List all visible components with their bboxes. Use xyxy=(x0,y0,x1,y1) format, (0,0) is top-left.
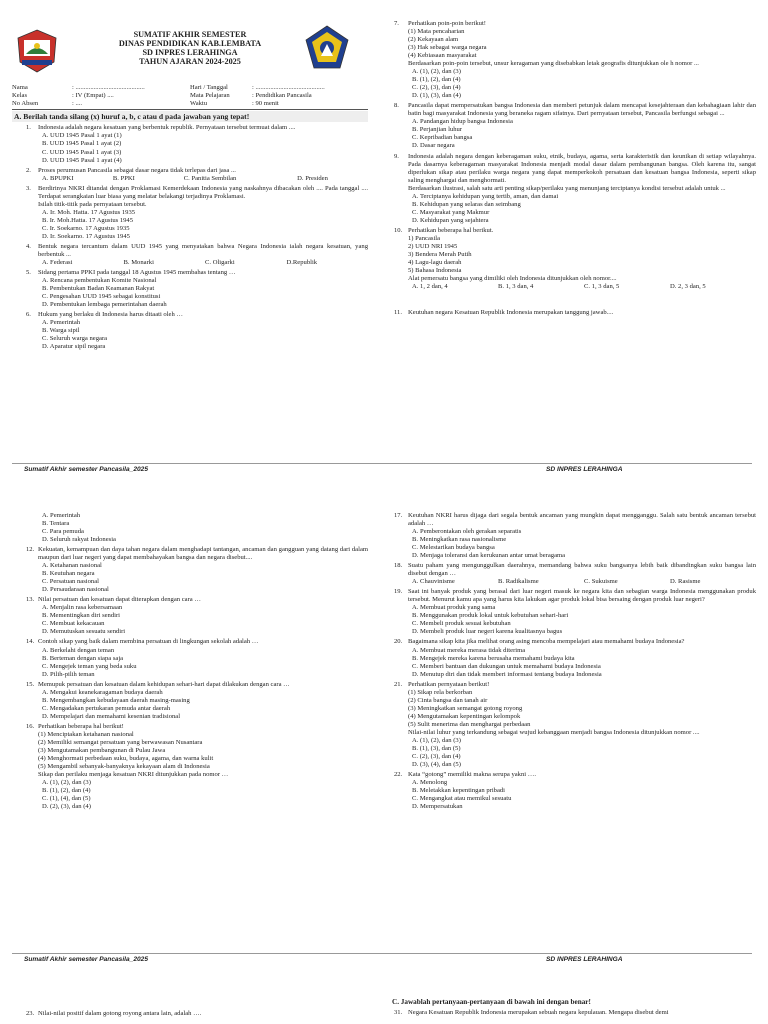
list-item: 2) UUD NRI 1945 xyxy=(408,242,458,250)
option-d[interactable]: D. Persaudaraan nasional xyxy=(42,586,109,594)
question-3 xyxy=(12,185,368,201)
divider xyxy=(12,109,368,110)
q-instruction: Sikap dan perilaku menjaga kesatuan NKRI ditunjukkan pada nomor … xyxy=(38,770,229,778)
option-b[interactable]: B. (1), (3), dan (5) xyxy=(412,744,461,752)
question-5 xyxy=(12,269,368,277)
question-20 xyxy=(392,638,756,646)
q-number: 22. xyxy=(394,770,403,778)
left-column-page3 xyxy=(12,1010,368,1018)
option-d[interactable]: D. Menjaga toleransi dan kerukunan antar umat beragama xyxy=(412,552,566,560)
q-number: 5. xyxy=(26,268,31,276)
right-column-page2 xyxy=(392,512,756,811)
subject-value: : Pendidikan Pancasila xyxy=(252,92,312,100)
option-d[interactable]: D. (1), (3), dan (4) xyxy=(412,92,461,100)
option-c[interactable]: C. (2), (3), dan (4) xyxy=(412,84,461,92)
q-text: Sidang pertama PPKI pada tanggal 18 Agustus 1945 membahas tentang … xyxy=(38,268,236,276)
q-text: Saat ini banyak produk yang berasal dari luar negeri masuk ke negara kita dan sebagian warga Indonesia menggunakan produk tersebut. Menurut kamu apa yang harus kita lakukan agar produk lokal bisa bersaing dengan produk luar negeri? xyxy=(408,588,756,604)
options-row xyxy=(392,578,756,586)
q-number: 14. xyxy=(26,638,35,646)
footer-left: Sumatif Akhir semester Pancasila_2025 xyxy=(24,466,149,473)
question-12 xyxy=(12,546,368,562)
list-item: 3) Bendera Merah Putih xyxy=(408,250,472,258)
q-number: 17. xyxy=(394,512,403,519)
option-d[interactable]: D. Aparatur sipil negara xyxy=(42,343,106,351)
option-a[interactable]: A. Federasi xyxy=(42,258,73,266)
q-text: Indonesia adalah negara kesatuan yang berbentuk republik. Pernyataan tersebut termuat dalam .... xyxy=(38,124,296,132)
q-instruction: Isilah titik-titik pada pernyataan tersebut. xyxy=(38,200,147,208)
q-text: Hukum yang berlaku di Indonesia harus ditaati oleh … xyxy=(38,311,184,319)
option-d[interactable]: D. Pembentukan lembaga pemerintahan daerah xyxy=(42,301,167,309)
q-text: Perhatikan beberapa hal berikut! xyxy=(38,722,124,730)
q-number: 7. xyxy=(394,20,399,27)
option-c[interactable]: C. UUD 1945 Pasal 1 ayat (3) xyxy=(42,148,122,156)
question-21 xyxy=(392,681,756,689)
q-instruction: Nilai-nilai luhur yang terkandung sebagai wujud kebanggaan menjadi bangsa Indonesia ditunjukkan nomor .... xyxy=(408,728,700,736)
question-18 xyxy=(392,562,756,578)
option-c[interactable]: C. Melestarikan budaya bangsa xyxy=(412,544,495,552)
option-a[interactable]: A. Pemerintah xyxy=(42,319,81,327)
date-label: Hari / Tanggal xyxy=(190,84,228,92)
q-text: Contoh sikap yang baik dalam membina persatuan di lingkungan sekolah adalah … xyxy=(38,638,259,646)
option-c[interactable]: C. Masyarakat yang Makmur xyxy=(412,208,490,216)
option-d[interactable]: D. Mempersatukan xyxy=(412,803,463,811)
q-number: 19. xyxy=(394,588,403,596)
option-b[interactable]: B. PPKI xyxy=(112,174,135,182)
section-c-title: C. Jawablah pertanyaan-pertanyaan di bawah ini dengan benar! xyxy=(392,998,591,1006)
option-c[interactable]: C. 1, 3 dan, 5 xyxy=(584,283,620,290)
option-b[interactable]: B. Meletakkan kepentingan pribadi xyxy=(412,787,506,795)
left-column-page1 xyxy=(12,20,368,351)
question-10 xyxy=(392,227,756,235)
list-item: (2) Memiliki semangat persatuan yang berwawasan Nusantara xyxy=(38,738,203,746)
question-11 xyxy=(392,309,756,317)
option-b[interactable]: B. Tentara xyxy=(42,520,70,528)
absent-no-label: No Absen xyxy=(12,100,39,108)
question-6 xyxy=(12,311,368,319)
date-field[interactable]: : .......................................... xyxy=(252,84,325,92)
option-b[interactable]: B. Monarki xyxy=(123,258,154,266)
question-22 xyxy=(392,771,756,779)
option-b[interactable]: B. Menggunakan produk lokal untuk kebutuhan sehari-hari xyxy=(412,612,569,620)
question-23 xyxy=(12,1010,368,1018)
q-text: Perhatikan poin-poin berikut! xyxy=(408,20,487,27)
q-text: Keutuhan negara Kesatuan Republik Indonesia merupakan tanggung jawab.... xyxy=(408,309,614,317)
q-text: Negara Kesatuan Republik Indonesia merupakan sebuah negara kepulauan. Mengapa disebut demi xyxy=(408,1008,669,1016)
option-c[interactable]: C. Kepribadian bangsa xyxy=(412,134,473,142)
option-a[interactable]: A. (1), (2), dan (3) xyxy=(412,736,461,744)
option-a[interactable]: A. Pandangan hidup bangsa Indonesia xyxy=(412,118,513,126)
option-a[interactable]: A. Chauvinisme xyxy=(412,578,455,586)
q-number: 4. xyxy=(26,242,31,250)
option-a[interactable]: A. Menolong xyxy=(412,779,448,786)
list-item: (2) Kekayaan alam xyxy=(408,36,459,44)
option-a[interactable]: A. Ir. Moh. Hatta. 17 Agustus 1935 xyxy=(42,208,136,216)
q-number: 13. xyxy=(26,596,35,604)
left-column-page2 xyxy=(12,512,368,811)
question-16 xyxy=(12,723,368,731)
list-item: (4) Menghormati perbedaan suku, budaya, agama, dan warna kulit xyxy=(38,754,214,762)
option-c[interactable]: C. Pengesahan UUD 1945 sebagai konstitusi xyxy=(42,293,161,301)
q-text: Nilai persatuan dan kesatuan dapat diterapkan dengan cara … xyxy=(38,596,201,604)
option-b[interactable]: B. Kehidupan yang selaras dan seimbang xyxy=(412,200,521,208)
option-d[interactable]: D. Rasisme xyxy=(670,578,701,586)
option-d[interactable]: D. 2, 3 dan, 5 xyxy=(670,283,706,290)
option-b[interactable]: B. Mengejek mereka karena berusaha memahami budaya kita xyxy=(412,654,575,662)
option-d[interactable]: D. Menutup diri dan tidak memberi informasi tentang budaya Indonesia xyxy=(412,670,602,678)
list-item: (3) Hak sebagai warga negara xyxy=(408,44,487,52)
option-b[interactable]: B. Meningkatkan rasa nasionalisme xyxy=(412,536,507,544)
q-instruction: Berdasarkan ilustrasi, salah satu arti penting sikap/perilaku yang menunjang terciptanya kondisi tersebut adalah untuk ... xyxy=(408,184,726,192)
option-a[interactable]: A. Menjalin rasa kebersamaan xyxy=(42,604,123,612)
option-b[interactable]: B. Radikalisme xyxy=(498,578,539,586)
q-number: 3. xyxy=(26,184,31,192)
q-number: 10. xyxy=(394,226,403,234)
option-d[interactable]: D.Republik xyxy=(286,258,318,266)
subject-label: Mata Pelajaran xyxy=(190,92,230,100)
options-row xyxy=(12,259,368,267)
question-31 xyxy=(392,1009,756,1017)
q-number: 20. xyxy=(394,638,403,646)
q-number: 2. xyxy=(26,166,31,174)
option-d[interactable]: D. Seluruh rakyat Indonesia xyxy=(42,536,116,544)
q-text: Suatu paham yang mengunggulkan daerahnya, memandang bahwa suku bangsanya lebih baik dibandingkan suku bangsa lain disebut dengan … xyxy=(408,562,756,578)
option-d[interactable]: D. (3), (4), dan (5) xyxy=(412,760,461,768)
list-item: (4) Mengutamakan kepentingan kelompok xyxy=(408,712,521,720)
q-text: Indonesia adalah negara dengan keberagaman suku, etnik, budaya, agama, serta karakteristik dan keunikan di setiap wilayahnya. Pada dasarnya keberagaman masyarakat Indonesia menjadi modal dasar dalam pembangunan bangsa. Oleh karena itu, sangat diperlukan sikap atau perilaku warga negara yang dapat memperkokoh persatuan dan kesatuan bangsa Indonesia, seperti sikap saling menghargai dan menghormati. xyxy=(408,152,756,184)
q-text: Berdirinya NKRI ditandai dengan Proklamasi Kemerdekaan Indonesia yang naskahnya dibacakan oleh .... Pada tanggal .... Terdapat serangkaian luar biasa yang melatar belakangi terjadinya Proklamasi. xyxy=(38,184,368,200)
option-a[interactable]: A. (1), (2), dan (3) xyxy=(42,779,91,786)
footer-right: SD INPRES LERAHINGA xyxy=(546,956,623,963)
question-17 xyxy=(392,512,756,528)
option-b[interactable]: B. Keutuhan negara xyxy=(42,570,95,578)
option-c[interactable]: C. Memberi bantuan dan dukungan untuk memahami budaya Indonesia xyxy=(412,662,601,670)
q-number: 15. xyxy=(26,680,35,688)
q-text: Kata “gotong” memiliki makna serupa yakni …. xyxy=(408,770,536,778)
list-item: (5) Sulit menerima dan menghargai perbedaan xyxy=(408,720,531,728)
option-c[interactable]: C. Ir. Soekarno. 17 Agustus 1935 xyxy=(42,224,130,232)
option-a[interactable]: A. Mengakui keanekaragaman budaya daerah xyxy=(42,688,163,696)
q-instruction: Alat pemersatu bangsa yang dimiliki oleh Indonesia ditunjukkan oleh nomor.... xyxy=(408,274,617,282)
list-item: (4) Kebiasaan masyarakat xyxy=(408,52,477,60)
option-d[interactable]: D. Kehidupan yang sejahtera xyxy=(412,216,489,224)
name-label: Nama xyxy=(12,84,28,92)
q-number: 8. xyxy=(394,102,399,110)
footer-left: Sumatif Akhir semester Pancasila_2025 xyxy=(24,956,149,963)
section-a-title: A. Berilah tanda silang (x) huruf a, b, c atau d pada jawaban yang tepat! xyxy=(12,111,368,122)
absent-no-field[interactable]: : .... xyxy=(72,100,83,108)
time-label: Waktu xyxy=(190,100,208,108)
option-c[interactable]: C. Mengadakan pertukaran pemuda antar daerah xyxy=(42,704,171,712)
q-text: Pancasila dapat mempersatukan bangsa Indonesia dan memberi petunjuk dalam mencapai kesejahteraan dan kebahagiaan lahir dan batin bagi masyarakat Indonesia yang beraneka ragam sifatnya. Dari pernyataan tersebut, Pancasila berfungsi sebagai ... xyxy=(408,102,756,118)
q-text: Perhatikan beberapa hal berikut. xyxy=(408,226,494,234)
option-a[interactable]: A. UUD 1945 Pasal 1 ayat (1) xyxy=(42,132,122,140)
option-c[interactable]: C. Sukuisme xyxy=(584,578,618,586)
time-value: : 90 menit xyxy=(252,100,279,108)
list-item: (2) Cinta bangsa dan tanah air xyxy=(408,696,488,704)
option-c[interactable]: C. Mengejek teman yang beda suku xyxy=(42,662,137,670)
header-line-2: DINAS PENDIDIKAN KAB.LEMBATA xyxy=(118,39,262,49)
q-number: 12. xyxy=(26,546,35,554)
name-field[interactable]: : .......................................... xyxy=(72,84,145,92)
option-c[interactable]: C. Membuat kekacauan xyxy=(42,620,105,628)
q-text: Nilai-nilai positif dalam gotong royong antara lain, adalah …. xyxy=(38,1010,202,1017)
q-text: Keutuhan NKRI harus dijaga dari segala bentuk ancaman yang mungkin dapat mengganggu. Salah satu bentuk ancaman tersebut adalah … xyxy=(408,512,756,528)
option-a[interactable]: A. Ketahanan nasional xyxy=(42,562,102,570)
q-number: 1. xyxy=(26,124,31,132)
option-c[interactable]: C. Panitia Sembilan xyxy=(183,174,237,182)
option-d[interactable]: D. Mempelajari dan memahami kesenian tradisional xyxy=(42,712,181,720)
option-d[interactable]: D. Dasar negara xyxy=(412,142,455,150)
option-a[interactable]: A. Terciptanya kehidupan yang tertib, aman, dan damai xyxy=(412,192,559,200)
option-d[interactable]: D. Membeli produk luar negeri karena kualitasnya bagus xyxy=(412,628,563,636)
list-item: (3) Mengutamakan pembangunan di Pulau Jawa xyxy=(38,746,166,754)
class-label: Kelas xyxy=(12,92,28,100)
list-item: (1) Menciptakan ketahanan nasional xyxy=(38,730,134,738)
question-4 xyxy=(12,243,368,259)
footer-divider xyxy=(12,953,752,954)
footer-right: SD INPRES LERAHINGA xyxy=(546,466,623,473)
right-column-page1 xyxy=(392,20,756,317)
q-text: Proses perumusan Pancasila sebagai dasar negara tidak terlepas dari jasa ... xyxy=(38,166,236,174)
option-a[interactable]: A. BPUPKI xyxy=(42,174,74,182)
option-c[interactable]: C. (1), (4), dan (5) xyxy=(42,795,91,803)
option-b[interactable]: B. Pembentukan Badan Keamanan Rakyat xyxy=(42,285,155,292)
class-value: : IV (Empat) .... xyxy=(72,92,114,100)
option-b[interactable]: B. Perjanjian luhur xyxy=(412,126,462,134)
question-13 xyxy=(12,596,368,604)
option-b[interactable]: B. (1), (2), dan (4) xyxy=(412,76,461,84)
option-c[interactable]: C. Persatuan nasional xyxy=(42,578,99,586)
lembata-regency-logo xyxy=(16,28,58,74)
question-8 xyxy=(392,102,756,118)
option-a[interactable]: A. 1, 2 dan, 4 xyxy=(412,283,448,290)
option-b[interactable]: B. (1), (2), dan (4) xyxy=(42,787,91,795)
list-item: 4) Lagu-lagu daerah xyxy=(408,258,462,266)
option-a[interactable]: A. Pemberontakan oleh gerakan separatis xyxy=(412,528,522,536)
option-b[interactable]: B. Berteman dengan siapa saja xyxy=(42,654,124,662)
option-c[interactable]: C. Seluruh warga negara xyxy=(42,335,108,343)
option-b[interactable]: B. Mementingkan diri sendiri xyxy=(42,612,121,620)
options-row xyxy=(392,283,756,291)
question-15 xyxy=(12,681,368,689)
list-item: (3) Meningkatkan semangat gotong royong xyxy=(408,704,523,712)
footer-divider xyxy=(12,463,752,464)
header-line-3: SD INPRES LERAHINGA xyxy=(142,48,238,58)
q-number: 23. xyxy=(26,1010,35,1017)
education-office-logo xyxy=(304,24,350,74)
question-19 xyxy=(392,588,756,604)
q-text: Bagaimana sikap kita jika melihat orang asing mencoba mempelajari atau memahami budaya Indonesia? xyxy=(408,638,685,646)
q-number: 16. xyxy=(26,722,35,730)
list-item: (1) Sikap rela berkorban xyxy=(408,688,473,696)
question-7 xyxy=(392,20,756,28)
list-item: 1) Pancasila xyxy=(408,234,441,242)
question-1 xyxy=(12,124,368,132)
student-identity-table xyxy=(12,84,368,108)
question-2 xyxy=(12,167,368,175)
q-number: 31. xyxy=(394,1008,403,1016)
options-row xyxy=(12,175,368,183)
option-d[interactable]: D. Memutuskan sesuatu sendiri xyxy=(42,628,126,636)
option-b[interactable]: B. Mengembangkan kebudayaan daerah masing-masing xyxy=(42,696,190,704)
header-line-1: SUMATIF AKHIR SEMESTER xyxy=(133,30,247,39)
option-b[interactable]: B. 1, 3 dan, 4 xyxy=(498,283,534,290)
q-instruction: Berdasarkan poin-poin tersebut, unsur keragaman yang disebabkan letak geografis ditunjukkan ole h nomor ... xyxy=(408,60,699,68)
q-text: Kekuatan, kemampuan dan daya tahan negara dalam menghadapi tantangan, ancaman dan gangguan yang datang dari dalam maupun dari luar negeri yang dapat membahayakan bangsa dan negara disebut.... xyxy=(38,546,368,562)
option-d[interactable]: D. (2), (3), dan (4) xyxy=(42,803,91,811)
header-line-4: TAHUN AJARAN 2024-2025 xyxy=(139,57,241,67)
option-d[interactable]: D. Presiden xyxy=(297,174,328,182)
option-c[interactable]: C. Oligarki xyxy=(205,258,235,266)
option-c[interactable]: C. Mengangkat atau memikul sesuatu xyxy=(412,795,512,803)
q-text: Perhatikan pernyataan berikut! xyxy=(408,680,490,688)
q-number: 21. xyxy=(394,680,403,688)
option-c[interactable]: C. Para pemuda xyxy=(42,528,84,536)
option-b[interactable]: B. Warga sipil xyxy=(42,327,80,335)
right-column-page3 xyxy=(392,998,756,1017)
option-a[interactable]: A. Membuat mereka merasa tidak diterima xyxy=(412,646,526,654)
q-number: 9. xyxy=(394,152,399,160)
option-c[interactable]: C. (2), (3), dan (4) xyxy=(412,752,461,760)
list-item: 5) Bahasa Indonesia xyxy=(408,266,462,274)
option-a[interactable]: A. Rencana pembentukan Komite Nasional xyxy=(42,276,157,284)
option-a[interactable]: A. (1), (2), dan (3) xyxy=(412,68,461,76)
question-9 xyxy=(392,153,756,185)
option-d[interactable]: D. Ir. Soekarno. 17 Agustus 1945 xyxy=(42,232,130,240)
list-item: (5) Mengambil sebanyak-banyaknya kekayaan alam di Indonesia xyxy=(38,762,210,770)
option-a[interactable]: A. Membuat produk yang sama xyxy=(412,604,496,612)
question-14 xyxy=(12,638,368,646)
option-c[interactable]: C. Membeli produk sesuai kebutuhan xyxy=(412,620,511,628)
option-a[interactable]: A. Pemerintah xyxy=(42,512,81,519)
option-b[interactable]: B. Ir. Moh.Hatta. 17 Agustus 1945 xyxy=(42,216,134,224)
q-number: 18. xyxy=(394,562,403,570)
q-number: 11. xyxy=(394,309,402,317)
option-d[interactable]: D. Pilih-pilih teman xyxy=(42,670,95,678)
list-item: (1) Mata pencaharian xyxy=(408,28,465,36)
q-text: Memupuk persatuan dan kesatuan dalam kehidupan sehari-hari dapat dilakukan dengan cara … xyxy=(38,680,290,688)
option-b[interactable]: B. UUD 1945 Pasal 1 ayat (2) xyxy=(42,140,122,148)
option-d[interactable]: D. UUD 1945 Pasal 1 ayat (4) xyxy=(42,156,122,164)
q-text: Bentuk negara tercantum dalam UUD 1945 yang menyatakan bahwa Negara Indonesia ialah negara kesatuan, yang berbentuk ... xyxy=(38,242,368,258)
q-number: 6. xyxy=(26,311,31,319)
option-a[interactable]: A. Berkelahi dengan teman xyxy=(42,646,115,654)
